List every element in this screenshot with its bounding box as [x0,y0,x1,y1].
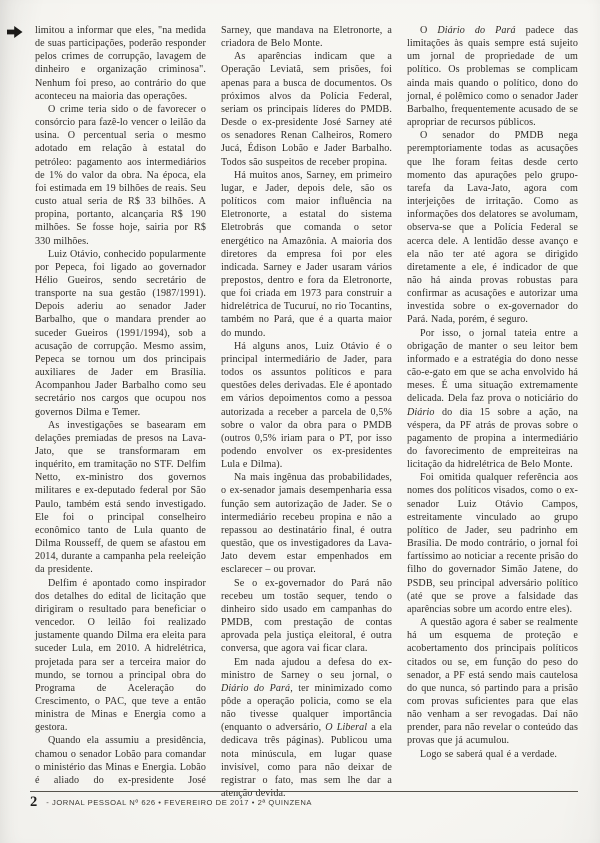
paragraph: Na mais ingênua das probabilidades, o ex-senador jamais desempenharia essa função sem autorização de Jader. Se o intermediário recebeu propina e não a repassou ao destinatário final, é outra questão, que os investigadores da Lava-Jato devem estar empenhados em esclarecer – ou provar. [221,472,392,576]
issue-info: - JORNAL PESSOAL Nº 626 • FEVEREIRO DE 2017 • 2ª QUINZENA [46,798,313,807]
paragraph: limitou a informar que eles, "na medida de suas participações, poderão responder pelos crimes de corrupção, lavagem de dinheiro e organização criminosa". Nenhum foi preso, ao contrário do que aconteceu na maioria das operações. [35,25,206,102]
arrow-right-icon [7,26,23,38]
paragraph: Por isso, o jornal tateia entre a obrigação de manter o seu leitor bem informado e a estratégia do dono nesse cão-e-gato em que se acha envolvido há meses. É uma situação extremamente delicada. Dela faz prova o noticiário do Diário do dia 15 sobre a ação, na véspera, da PF atrás de provas sobre o pagamento de propina a intermediário do favorecimento de empreiteiras na licitação da hidrelétrica de Belo Monte. [407,327,578,471]
text-column-1 [35,24,206,800]
paragraph: Em nada ajudou a defesa do ex-ministro de Sarney o seu jornal, o Diário do Pará, ter minimizado como pôde a operação policia, como se ela não tivesse qualquer importância (enquanto o adversário, O Liberal a ela dedicava três páginas). Publicou uma nota minúscula, em lugar quase invisível, como para não deixar de registrar o fato, mas sem lhe dar a atenção devida. [221,656,392,800]
paragraph: O crime teria sido o de favorecer o consórcio para fazê-lo vencer o leilão da usina. O percentual seria o mesmo adotado em relação à estatal do petróleo: pagamento aos intermediários de 1% do valor da obra. Na época, ela foi estimada em 19 bilhões de reais. Seu custo atual seria de R$ 33 bilhões. A propina, portanto, alcançaria R$ 190 milhões. Se fosse hoje, sairia por R$ 330 milhões. [35,103,206,247]
paragraph: Há alguns anos, Luiz Otávio é o principal intermediário de Jader, para todos os assuntos políticos e para questões deles derivadas. Ele é apontado em vários depoimentos como a pessoa autorizada a receber a parcela de 0,5% sobre o valor da obra para o PMDB (outros 0,5% iriam para o PT, por isso podendo envolver os ex-presidentes Lula e Dilma). [221,340,392,471]
paragraph: Delfim é apontado como inspirador dos detalhes do edital de licitação que dirigiram o resultado para beneficiar o vencedor. O leilão foi realizado justamente quando Dilma era eleita para suceder Lula, em 2010. A hidrelétrica, projetada para ser a terceira maior do mundo, se tornou a principal obra do Programa de Aceleração do Crescimento, o PAC, que teve a então ministra de Minas e Energia como a gestora. [35,577,206,734]
paragraph: Quando ela assumiu a presidência, chamou o senador Lobão para comandar o ministério das Minas e Energia. Lobão é aliado do ex-presidente José [35,735,206,786]
paragraph: Sarney, que mandava na Eletronorte, a criadora de Belo Monte. [221,25,392,50]
text-column-3 [407,24,578,800]
paragraph: Logo se saberá qual é a verdade. [420,748,558,760]
paragraph: Há muitos anos, Sarney, em primeiro lugar, e Jader, depois dele, são os políticos com maior influência na Eletronorte, a estatal do sistema Eletrobrás que comanda o setor energético na Amazônia. A maioria dos diretores da empresa foi por eles indicada. Sarney e Jader usaram vários prepostos, dentro e fora da Eletronorte, que foi criada em 1973 para construir a hidrelétrica de Tucuruí, no rio Tocantins, também no Pará, que é a quarta maior do mundo. [221,169,392,339]
paragraph: O senador do PMDB nega peremptoriamente todas as acusações que lhe foram feitas desde certo momento das apurações pelo grupo-tarefa da Lava-Jato, agora com interjeições de irritação. Como as informações dos delatores se avolumam, observa-se que a Polícia Federal se acerca dele. A lentidão desse avanço e ela não ter até agora se dirigido diretamente a ele, é indicador de que não há ainda provas robustas para confirmar as acusações e autorizar uma investida sobre o ex-governador do Pará. Nada, porém, é seguro. [407,130,578,326]
paragraph: A questão agora é saber se realmente há um esquema de proteção e acobertamento dos principais políticos citados ou se, em função do peso do senador, a PF está sendo mais cautelosa do que nunca, só partindo para a prisão com provas suficientes para que elas não venham a ser revogadas. Daí não prender, para não revelar o conteúdo das provas que já acumulou. [407,617,578,747]
paragraph: As investigações se basearam em delações premiadas de presos na Lava-Jato, que se transformaram em inquérito, em tramitação no STF. Delfim Netto, ex-ministro dos governos militares e ex-deputado federal por São Paulo, também está sendo investigado. Ele foi o principal conselheiro econômico tanto de Lula quanto de Dilma Rousseff, de quem se afastou em 2014, durante a campanha pela reeleição da presidente. [35,419,206,576]
page-footer [30,791,578,811]
paragraph: As aparências indicam que a Operação Leviatã, sem prisões, foi apenas para a busca de documentos. Os próximos alvos da Polícia Federal, seriam os principais líderes do PMDB. Desde o ex-presidente José Sarney até os senadores Renan Calheiros, Romero Jucá, Édison Lobão e Jader Barbalho. Todos são suspeitos de receber propina. [221,51,392,168]
paragraph: O Diário do Pará padece das limitações às quais sempre está sujeito um jornal de propriedade de um político. Os problemas se complicam ainda mais quando o político, dono do jornal, é polêmico como o senador Jader Barbalho, frequentemente acusado de se apropriar de recursos públicos. [407,25,579,129]
page-number: 2 [30,794,38,810]
paragraph: Luiz Otávio, conhecido popularmente por Pepeca, foi ligado ao governador Hélio Gueiros, sendo secretário de transporte na sua gestão (1987/1991). Depois aderiu ao senador Jader Barbalho, que o mandara prender ao suceder Gueiros (1991/1994), sob a acusação de corrupção. Mesmo assim, Pepeca se tornou um dos principais auxiliares de Jader em Brasília. Acompanhou Jader Barbalho como seu secretário nos cargos que ocupou nos governos Dilma e Temer. [35,248,206,418]
text-column-2 [221,24,392,800]
paragraph: Foi omitida qualquer referência aos nomes dos políticos visados, como o ex-senador Luiz Otávio Campos, estreitamente vinculado ao grupo político de Jader, seu padrinho em Brasília. De modo contrário, o jornal foi fartíssimo ao noticiar a recente prisão do filho do governador Simão Jatene, do PSDB, seu principal adversário político (até que se prove a falsidade das aparências sobre um acordo entre eles). [407,472,578,615]
article-body [35,24,578,800]
paragraph: Se o ex-governador do Pará não recebeu um tostão sequer, tendo o dinheiro sido usado em campanhas do PMDB, com prestação de contas aprovada pela justiça eleitoral, é outra conversa, que agora vai ficar clara. [221,577,392,655]
